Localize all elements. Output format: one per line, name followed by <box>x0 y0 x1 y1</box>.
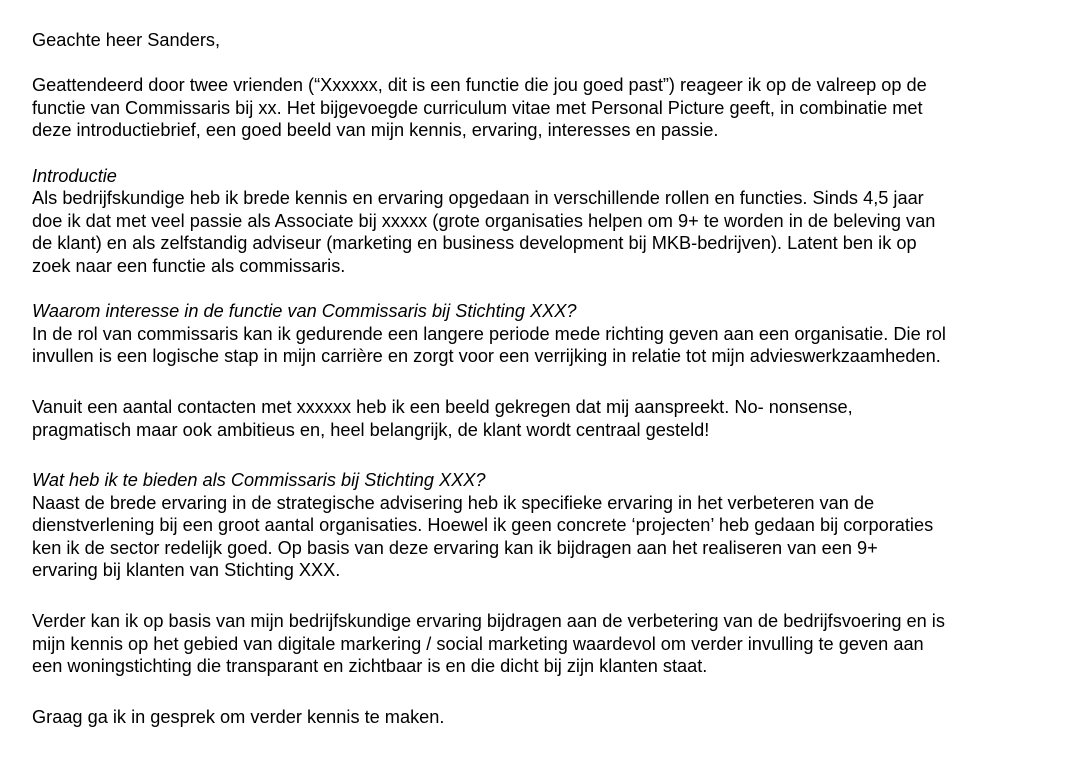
section-heading-introductie: Introductie <box>32 165 117 186</box>
section-heading-interesse: Waarom interesse in de functie van Commissaris bij Stichting XXX? <box>32 301 577 322</box>
interesse-paragraph: In de rol van commissaris kan ik gedurende een langere periode mede richting geven aan een organisatie. Die rol invullen is een logische stap in mijn carrière en zorgt voor een verrijking in relatie tot mijn advieswerkzaamheden. <box>32 323 946 367</box>
intro-paragraph: Geattendeerd door twee vrienden (“Xxxxxx, dit is een functie die jou goed past”) reageer ik op de valreep op de functie van Commissaris bij xx. Het bijgevoegde curriculum vitae met Personal Picture geeft, in combinatie met deze introductiebrief, een goed beeld van mijn kennis, ervaring, interesses en passie. <box>32 75 927 141</box>
salutation: Geachte heer Sanders, <box>32 30 221 50</box>
bieden-paragraph: Naast de brede ervaring in de strategische advisering heb ik specifieke ervaring in het verbeteren van de dienstverlening bij een groot aantal organisaties. Hoewel ik geen concrete ‘projecten’ heb gedaan bij corporaties ken ik de sector redelijk goed. Op basis van deze ervaring kan ik bijdragen aan het realiseren van een 9+ ervaring bij klanten van Stichting XXX. <box>32 492 934 581</box>
introductie-paragraph: Als bedrijfskundige heb ik brede kennis en ervaring opgedaan in verschillende rollen en functies. Sinds 4,5 jaar doe ik dat met veel passie als Associate bij xxxxx (grote organisaties helpen om 9+ te worden in de beleving van de klant) en als zelfstandig adviseur (marketing en business development bij MKB-bedrijven). Latent ben ik op zoek naar een functie als commissaris. <box>32 188 936 276</box>
letter-body <box>32 29 1077 728</box>
closing-sentence: Graag ga ik in gesprek om verder kennis te maken. <box>32 706 445 727</box>
bieden-paragraph-2: Verder kan ik op basis van mijn bedrijfskundige ervaring bijdragen aan de verbetering van de bedrijfsvoering en is mijn kennis op het gebied van digitale markering / social marketing waardevol om verder invulling te geven aan een woningstichting die transparant en zichtbaar is en die dicht bij zijn klanten staat. <box>32 611 945 677</box>
interesse-paragraph-2: Vanuit een aantal contacten met xxxxxx heb ik een beeld gekregen dat mij aanspreekt. No- nonsense, pragmatisch maar ook ambitieus en, heel belangrijk, de klant wordt centraal gesteld! <box>32 396 853 440</box>
section-heading-bieden: Wat heb ik te bieden als Commissaris bij Stichting XXX? <box>32 470 486 491</box>
